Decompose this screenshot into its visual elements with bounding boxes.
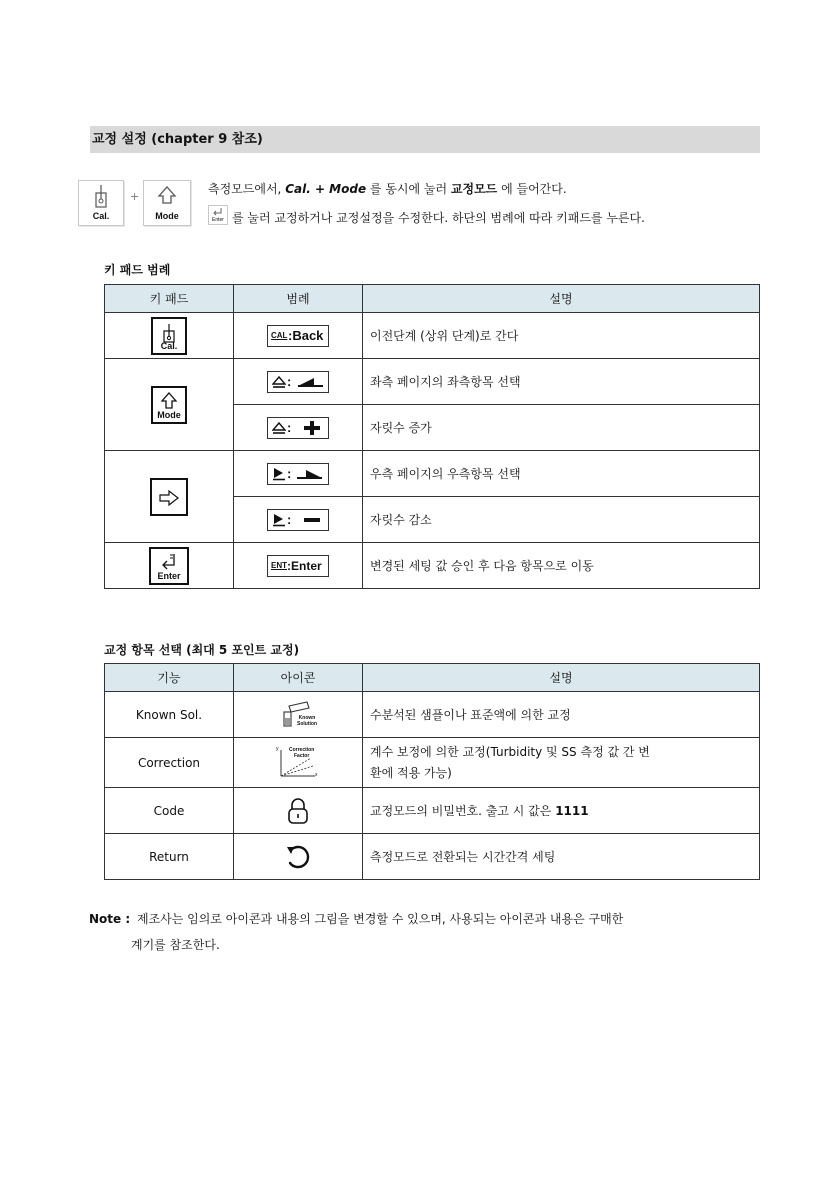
known-icon-text: Known	[298, 714, 316, 721]
table-row	[105, 359, 760, 405]
row-desc: 변경된 세팅 값 승인 후 다음 항목으로 이동	[363, 543, 760, 589]
play-icon	[272, 467, 286, 481]
enter-key-button	[149, 547, 189, 585]
legend-colon: :	[287, 419, 292, 435]
enter-icon	[158, 553, 180, 573]
keypad-legend-title: 키 패드 범례	[104, 263, 171, 277]
cal-select-table	[104, 663, 760, 880]
header-icon: 아이콘	[234, 664, 363, 692]
row-desc: 좌측 페이지의 좌측항목 선택	[363, 359, 760, 405]
right-arrow-icon	[159, 490, 179, 506]
decrease-legend	[267, 509, 329, 531]
header-desc: 설명	[363, 664, 760, 692]
note-label: Note :	[89, 912, 131, 926]
table-row	[105, 788, 760, 834]
intro-line-2: 를 눌러 교정하거나 교정설정을 수정한다. 하단의 범례에 따라 키패드를 누른다.	[232, 211, 645, 225]
row-desc: 자릿수 증가	[363, 405, 760, 451]
header-desc: 설명	[363, 285, 760, 313]
cal-key-button	[151, 317, 187, 355]
row-desc: 자릿수 감소	[363, 497, 760, 543]
right-key-button	[150, 478, 188, 516]
intro-line-1: 측정모드에서, Cal. + Mode 를 동시에 눌러 교정모드 에 들어간다.	[208, 182, 567, 196]
x-axis-label: x	[315, 771, 318, 778]
keypad-legend-table	[104, 284, 760, 589]
known-solution-icon	[275, 700, 321, 730]
left-wedge-icon	[296, 375, 324, 389]
y-axis-label: y	[276, 745, 279, 752]
mode-key-button	[151, 386, 187, 424]
table-row	[105, 543, 760, 589]
table-row	[105, 451, 760, 497]
enter-text: :Enter	[287, 558, 322, 573]
enter-key-label: Enter	[212, 217, 224, 223]
row-desc: 우측 페이지의 우측항목 선택	[363, 451, 760, 497]
enter-key-image	[208, 205, 228, 225]
mode-key-label: Mode	[155, 211, 179, 221]
legend-colon: :	[287, 373, 292, 389]
right-wedge-icon	[296, 467, 324, 481]
mode-key-label: Mode	[157, 409, 181, 420]
table-header-row	[105, 664, 760, 692]
cal-key-label: Cal.	[92, 211, 110, 221]
enter-legend	[267, 555, 329, 577]
correction-factor-icon	[275, 746, 321, 780]
row-desc: 수분석된 샘플이나 표준액에 의한 교정	[363, 692, 760, 738]
header-legend: 범례	[234, 285, 363, 313]
lock-icon	[287, 797, 309, 825]
play-icon	[272, 513, 286, 527]
note	[89, 906, 769, 958]
mode-key-image	[143, 180, 191, 226]
cal-select-title: 교정 항목 선택 (최대 5 포인트 교정)	[104, 643, 300, 657]
row-desc: 교정모드의 비밀번호. 출고 시 값은 1111	[363, 788, 760, 834]
func-cell: Correction	[105, 738, 234, 788]
factor-icon-text: Factor	[294, 752, 310, 759]
solution-icon-text: Solution	[297, 720, 317, 727]
func-cell: Code	[105, 788, 234, 834]
cal-key-image	[78, 180, 124, 226]
table-row	[105, 692, 760, 738]
row-desc: 이전단계 (상위 단계)로 간다	[363, 313, 760, 359]
beaker-icon	[161, 323, 177, 343]
plus-icon	[302, 420, 322, 436]
table-row	[105, 738, 760, 788]
table-row	[105, 834, 760, 880]
header-keypad: 키 패드	[105, 285, 234, 313]
ent-code: ENT	[271, 560, 287, 570]
back-text: :Back	[288, 327, 324, 343]
cal-key-label: Cal.	[160, 340, 178, 351]
eject-icon	[272, 375, 286, 389]
enter-key-label: Enter	[157, 570, 181, 581]
section-title: 교정 설정 (chapter 9 참조)	[90, 126, 760, 153]
minus-icon	[302, 512, 322, 528]
func-cell: Known Sol.	[105, 692, 234, 738]
back-legend	[267, 325, 329, 347]
row-desc: 측정모드로 전환되는 시간간격 세팅	[363, 834, 760, 880]
legend-colon: :	[287, 511, 292, 527]
up-arrow-icon	[144, 181, 190, 213]
legend-colon: :	[287, 465, 292, 481]
note-line-1: 제조사는 임의로 아이콘과 내용의 그림을 변경할 수 있으며, 사용되는 아이콘과 내용은 구매한	[137, 912, 624, 926]
cal-code: CAL	[271, 330, 288, 340]
plus-sign: +	[130, 190, 140, 203]
row-desc: 계수 보정에 의한 교정(Turbidity 및 SS 측정 값 간 변 환에 적용 가능)	[363, 738, 760, 788]
table-header-row	[105, 285, 760, 313]
increase-legend	[267, 417, 329, 439]
func-cell: Return	[105, 834, 234, 880]
note-line-2: 계기를 참조한다.	[131, 938, 220, 952]
header-func: 기능	[105, 664, 234, 692]
left-select-legend	[267, 371, 329, 393]
correction-icon-text: Correction	[289, 746, 315, 753]
beaker-icon	[79, 181, 123, 213]
up-arrow-icon	[161, 392, 177, 410]
table-row	[105, 313, 760, 359]
right-select-legend	[267, 463, 329, 485]
return-icon	[284, 843, 312, 871]
eject-icon	[272, 421, 286, 435]
